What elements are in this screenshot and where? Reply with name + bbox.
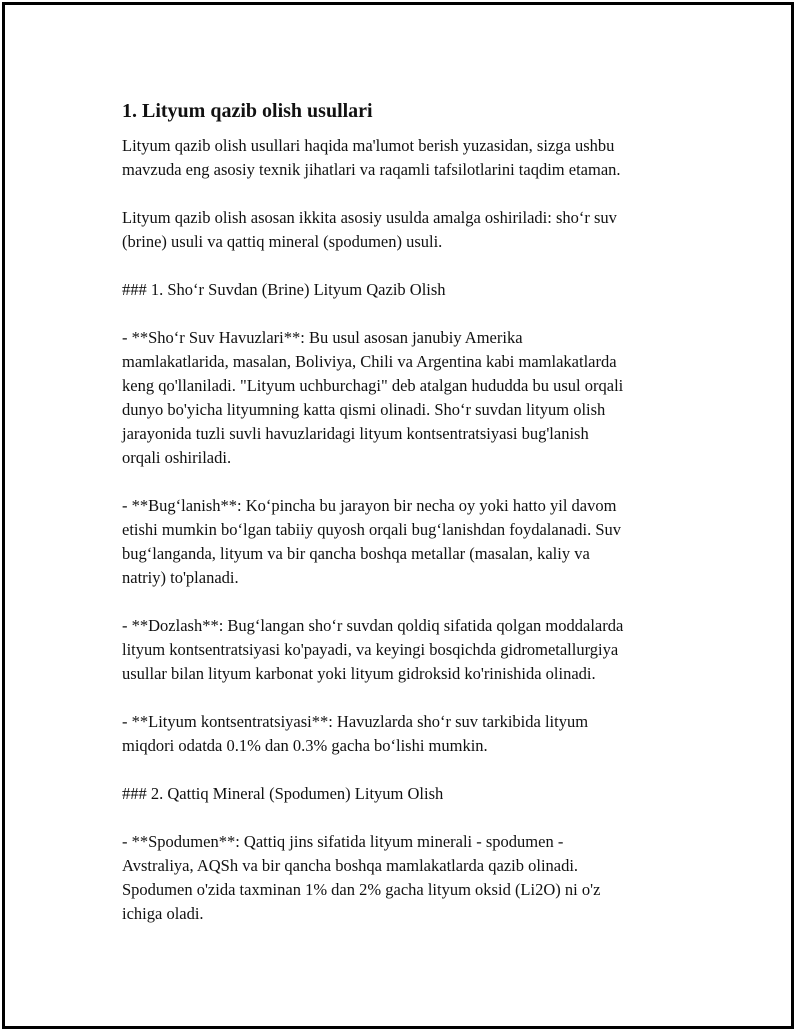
text-line: (brine) usuli va qattiq mineral (spodumen) usuli. <box>122 232 443 251</box>
text-line: Lityum qazib olish usullari haqida ma'lumot berish yuzasidan, sizga ushbu <box>122 136 615 155</box>
text-line: - **Spodumen**: Qattiq jins sifatida lityum minerali - spodumen - <box>122 832 564 851</box>
spacer <box>122 686 702 710</box>
text-line: ichiga oladi. <box>122 904 204 923</box>
page-frame <box>2 2 794 1029</box>
list-item-spodumene <box>122 830 702 926</box>
paragraph-methods <box>122 206 702 254</box>
list-item-evaporation <box>122 494 702 590</box>
text-line: - **Bug‘lanish**: Ko‘pincha bu jarayon bir necha oy yoki hatto yil davom <box>122 496 617 515</box>
text-line: Lityum qazib olish asosan ikkita asosiy usulda amalga oshiriladi: sho‘r suv <box>122 208 617 227</box>
paragraph-intro <box>122 134 702 182</box>
text-line: - **Dozlash**: Bug‘langan sho‘r suvdan qoldiq sifatida qolgan moddalarda <box>122 616 624 635</box>
text-line: ### 1. Sho‘r Suvdan (Brine) Lityum Qazib Olish <box>122 280 446 299</box>
list-item-brine-pools <box>122 326 702 470</box>
text-line: Avstraliya, AQSh va bir qancha boshqa mamlakatlarda qazib olinadi. <box>122 856 579 875</box>
text-line: orqali oshiriladi. <box>122 448 232 467</box>
section-heading-brine <box>122 278 702 302</box>
text-line: mavzuda eng asosiy texnik jihatlari va raqamli tafsilotlarini taqdim etaman. <box>122 160 621 179</box>
document-body <box>122 98 702 926</box>
text-line: bug‘langanda, lityum va bir qancha boshqa metallar (masalan, kaliy va <box>122 544 590 563</box>
spacer <box>122 470 702 494</box>
text-line: lityum kontsentratsiyasi ko'payadi, va keyingi bosqichda gidrometallurgiya <box>122 640 619 659</box>
text-line: jarayonida tuzli suvli havuzlaridagi lityum kontsentratsiyasi bug'lanish <box>122 424 589 443</box>
text-line: keng qo'llaniladi. "Lityum uchburchagi" deb atalgan hududda bu usul orqali <box>122 376 624 395</box>
text-line: ### 2. Qattiq Mineral (Spodumen) Lityum Olish <box>122 784 444 803</box>
text-line: usullar bilan lityum karbonat yoki lityum gidroksid ko'rinishida olinadi. <box>122 664 596 683</box>
text-line: natriy) to'planadi. <box>122 568 239 587</box>
spacer <box>122 124 702 134</box>
spacer <box>122 254 702 278</box>
section-heading-spodumene <box>122 782 702 806</box>
document-title: 1. Lityum qazib olish usullari <box>122 100 373 122</box>
text-line: mamlakatlarida, masalan, Boliviya, Chili va Argentina kabi mamlakatlarda <box>122 352 617 371</box>
text-line: etishi mumkin bo‘lgan tabiiy quyosh orqali bug‘lanishdan foydalanadi. Suv <box>122 520 622 539</box>
text-line: - **Sho‘r Suv Havuzlari**: Bu usul asosan janubiy Amerika <box>122 328 523 347</box>
spacer <box>122 806 702 830</box>
spacer <box>122 590 702 614</box>
text-line: dunyo bo'yicha lityumning katta qismi olinadi. Sho‘r suvdan lityum olish <box>122 400 606 419</box>
text-line: - **Lityum kontsentratsiyasi**: Havuzlarda sho‘r suv tarkibida lityum <box>122 712 589 731</box>
text-line: Spodumen o'zida taxminan 1% dan 2% gacha lityum oksid (Li2O) ni o'z <box>122 880 601 899</box>
list-item-dosing <box>122 614 702 686</box>
spacer <box>122 302 702 326</box>
text-line: miqdori odatda 0.1% dan 0.3% gacha bo‘lishi mumkin. <box>122 736 488 755</box>
spacer <box>122 182 702 206</box>
list-item-concentration <box>122 710 702 758</box>
spacer <box>122 758 702 782</box>
